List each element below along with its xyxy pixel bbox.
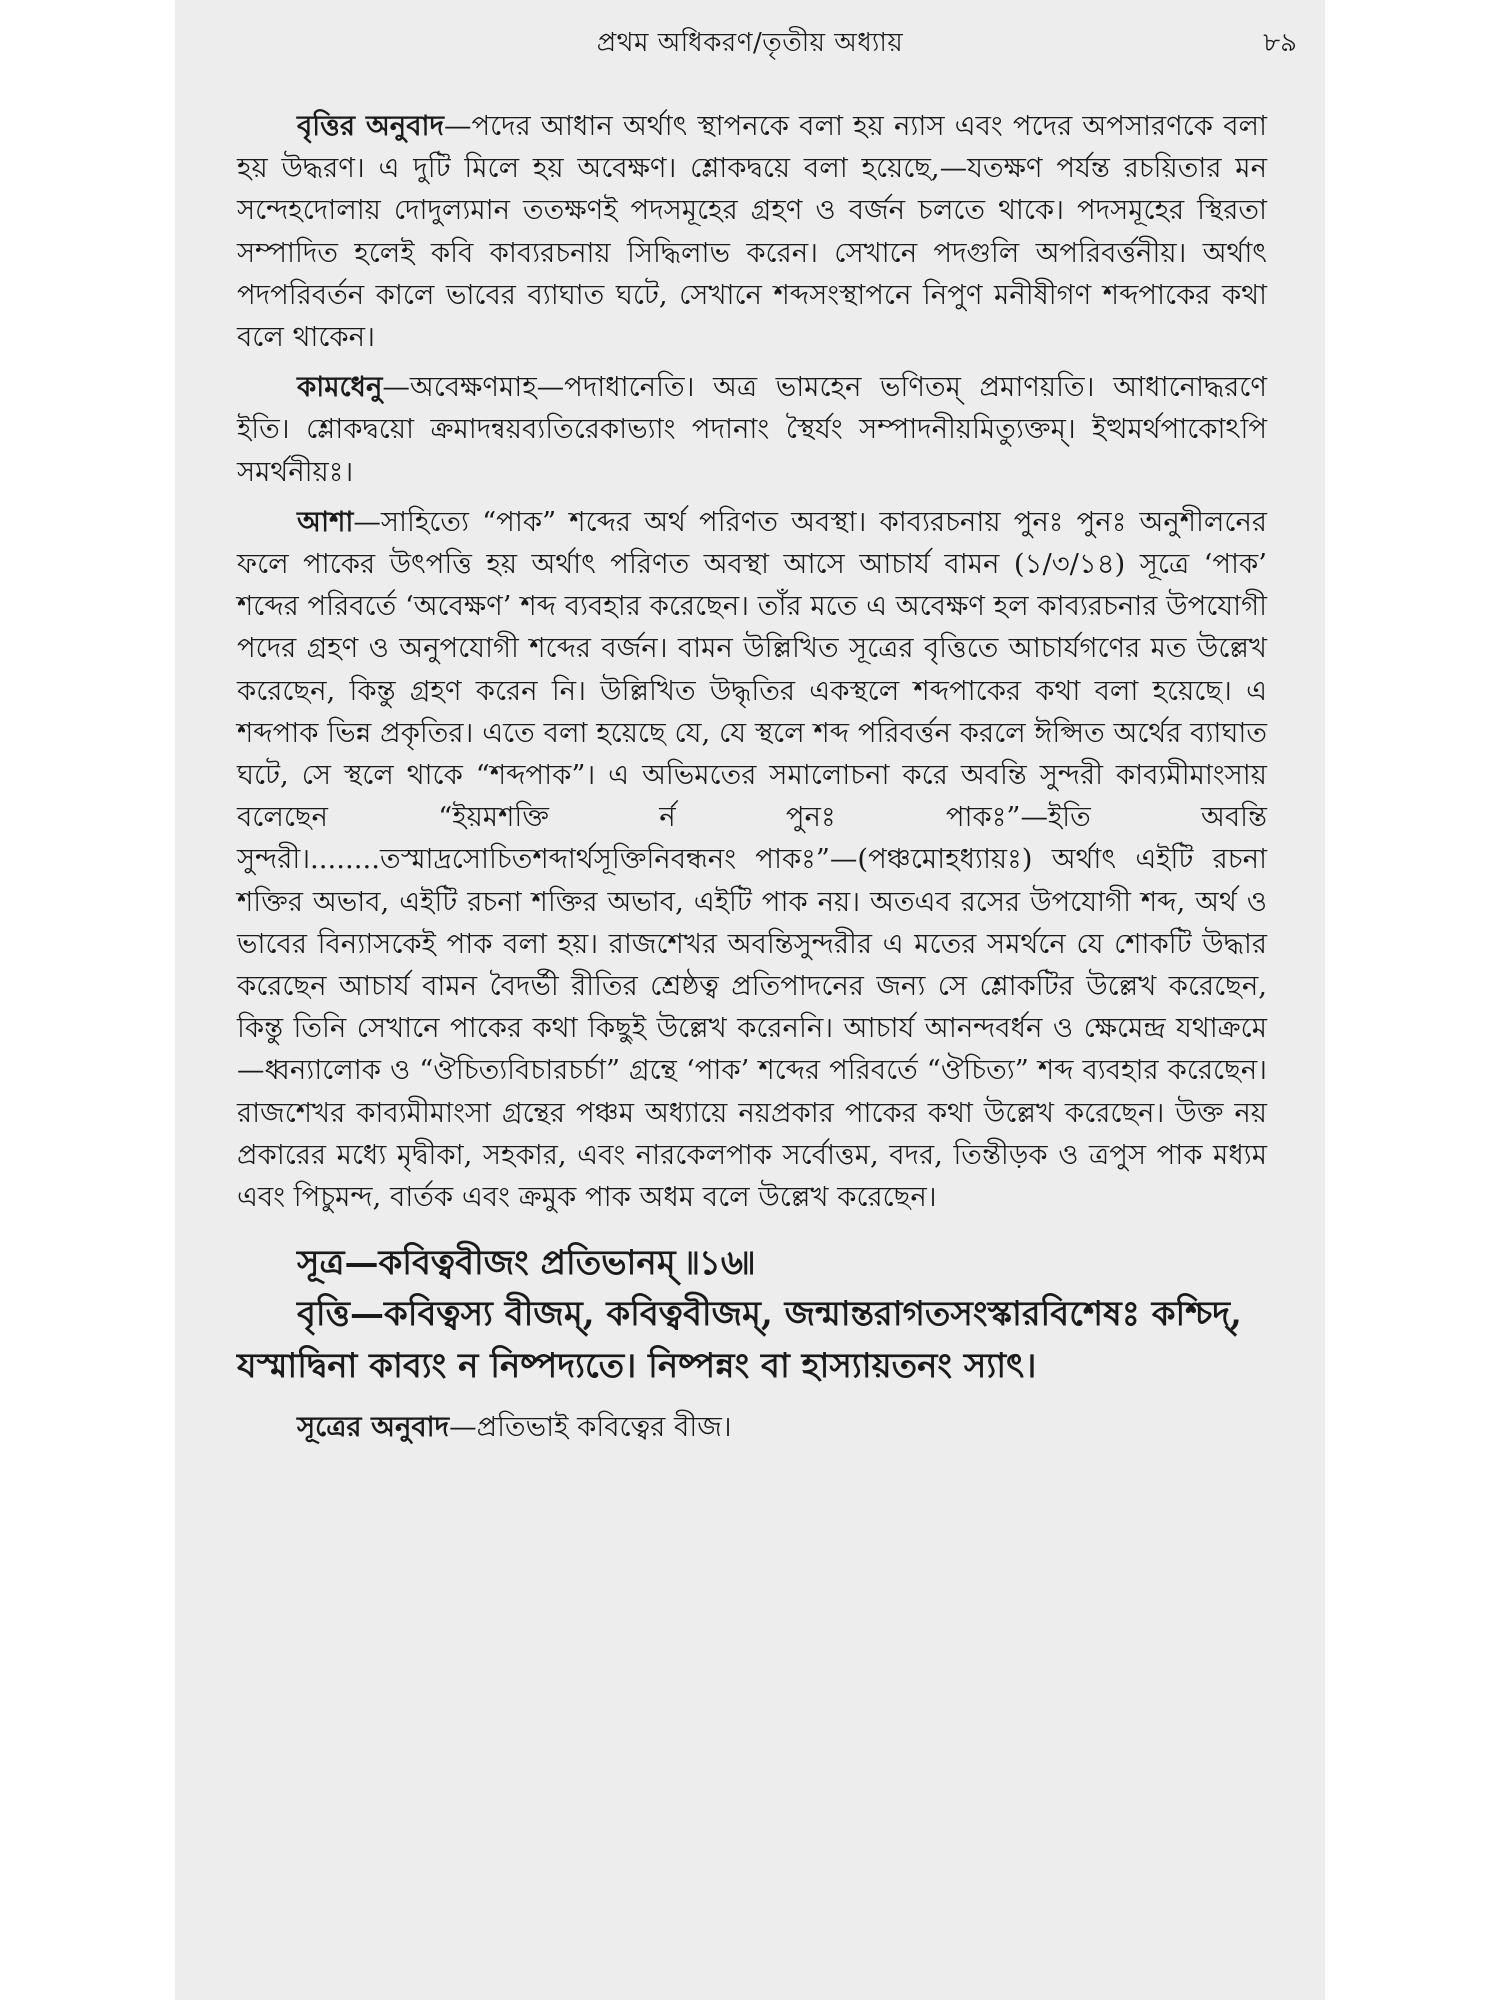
page-header (175, 22, 1325, 62)
paragraph-asha (237, 501, 1267, 1218)
page-number: ৮৯ (1263, 28, 1297, 58)
paragraph-lead: সূত্রের অনুবাদ (297, 1411, 450, 1444)
scanned-page (175, 0, 1325, 2000)
paragraph-lead: কামধেনু (297, 371, 383, 404)
paragraph-text: —পদের আধান অর্থাৎ স্থাপনকে বলা হয় ন্যাস এবং পদের অপসারণকে বলা হয় উদ্ধরণ। এ দুটি মিলে হয় অবেক্ষণ। শ্লোকদ্বয়ে বলা হয়েছে,—যতক্ষণ পর্যন্ত রচয়িতার মন সন্দেহদোলায় দোদুল্যমান ততক্ষণই পদসমূহের গ্রহণ ও বর্জন চলতে থাকে। পদসমূহের স্থিরতা সম্পাদিত হলেই কবি কাব্যরচনায় সিদ্ধিলাভ করেন। সেখানে পদগুলি অপরিবর্ত্তনীয়। অর্থাৎ পদপরিবর্তন কালে ভাবের ব্যাঘাত ঘটে, সেখানে শব্দসংস্থাপনে নিপুণ মনীষীগণ শব্দপাকের কথা বলে থাকেন। (237, 110, 1267, 354)
paragraph-vritti-translation (237, 105, 1267, 358)
paragraph-text: —প্রতিভাই কবিত্বের বীজ। (449, 1411, 732, 1444)
body-text (237, 105, 1267, 1456)
paragraph-lead: বৃত্তির অনুবাদ (297, 110, 444, 142)
paragraph-sutra-translation (237, 1406, 1267, 1448)
paragraph-text: —সাহিত্যে “পাক” শব্দের অর্থ পরিণত অবস্থা। কাব্যরচনায় পুনঃ পুনঃ অনুশীলনের ফলে পাকের উৎপত্তি হয় অর্থাৎ পরিণত অবস্থা আসে আচার্য বামন (১/৩/১৪) সূত্রে ‘পাক’ শব্দের পরিবর্তে ‘অবেক্ষণ’ শব্দ ব্যবহার করেছেন। তাঁর মতে এ অবেক্ষণ হল কাব্যরচনার উপযোগী পদের গ্রহণ ও অনুপযোগী শব্দের বর্জন। বামন উল্লিখিত সূত্রের বৃত্তিতে আচার্যগণের মত উল্লেখ করেছেন, কিন্তু গ্রহণ করেন নি। উল্লিখিত উদ্ধৃতির একস্থলে শব্দপাকের কথা বলা হয়েছে। এ শব্দপাক ভিন্ন প্রকৃতির। এতে বলা হয়েছে যে, যে স্থলে শব্দ পরিবর্ত্তন করলে ঈপ্সিত অর্থের ব্যাঘাত ঘটে, সে স্থলে থাকে “শব্দপাক”। এ অভিমতের সমালোচনা করে অবন্তি সুন্দরী কাব্যমীমাংসায় বলেছেন “ইয়মশক্তি র্ন পুনঃ পাকঃ”—ইতি অবন্তি সুন্দরী।........তস্মাদ্রসোচিতশব্দার্থসূক্তিনিবন্ধনং পাকঃ”—(পঞ্চমোহধ্যায়ঃ) অর্থাৎ এইটি রচনা শক্তির অভাব, এইটি রচনা শক্তির অভাব, এইটি পাক নয়। অতএব রসের উপযোগী শব্দ, অর্থ ও ভাবের বিন্যাসকেই পাক বলা হয়। রাজশেখর অবন্তিসুন্দরীর এ মতের সমর্থনে যে শোকটি উদ্ধার করেছেন আচার্য বামন বৈদর্ভী রীতির শ্রেষ্ঠত্ব প্রতিপাদনের জন্য সে শ্লোকটির উল্লেখ করেছেন, কিন্তু তিনি সেখানে পাকের কথা কিছুই উল্লেখ করেননি। আচার্য আনন্দবর্ধন ও ক্ষেমেন্দ্র যথাক্রমে—ধ্বন্যালোক ও “ঔচিত্যবিচারচর্চা” গ্রন্থে ‘পাক’ শব্দের পরিবর্তে “ঔচিত্য” শব্দ ব্যবহার করেছেন। রাজশেখর কাব্যমীমাংসা গ্রন্থের পঞ্চম অধ্যায়ে নয়প্রকার পাকের কথা উল্লেখ করেছেন। উক্ত নয় প্রকারের মধ্যে মৃদ্বীকা, সহকার, এবং নারকেলপাক সর্বোত্তম, বদর, তিন্তীড়ক ও ত্রপুস পাক মধ্যম এবং পিচুমন্দ, বার্তক এবং ক্রমুক পাক অধম বলে উল্লেখ করেছেন। (237, 505, 1267, 1214)
vritti-text: বৃত্তি—কবিত্বস্য বীজম্, কবিত্ববীজম্, জন্মান্তরাগতসংস্কারবিশেষঃ কশ্চিদ্, যস্মাদ্বিনা কাব্যং ন নিষ্পদ্যতে। নিষ্পন্নং বা হাস্যায়তনং স্যাৎ। (237, 1294, 1242, 1387)
sutra-line: সূত্র—কবিত্ববীজং প্রতিভানম্ ৷৷১৬৷৷ (297, 1243, 755, 1284)
paragraph-text: —অবেক্ষণমাহ—পদাধানেতি। অত্র ভামহেন ভণিতম্ প্রমাণয়তি। আধানোদ্ধরণে ইতি। শ্লোকদ্বয়ো ক্রমাদন্বয়ব্যতিরেকাভ্যাং পদানাং স্থৈর্যং সম্পাদনীয়মিত্যুক্তম্। ইত্থমর্থপাকোঽপি সমর্থনীয়ঃ। (237, 371, 1267, 488)
paragraph-lead: আশা (297, 505, 354, 538)
paragraph-kamadhenu (237, 366, 1267, 493)
running-head: প্রথম অধিকরণ/তৃতীয় অধ্যায় (596, 28, 904, 58)
